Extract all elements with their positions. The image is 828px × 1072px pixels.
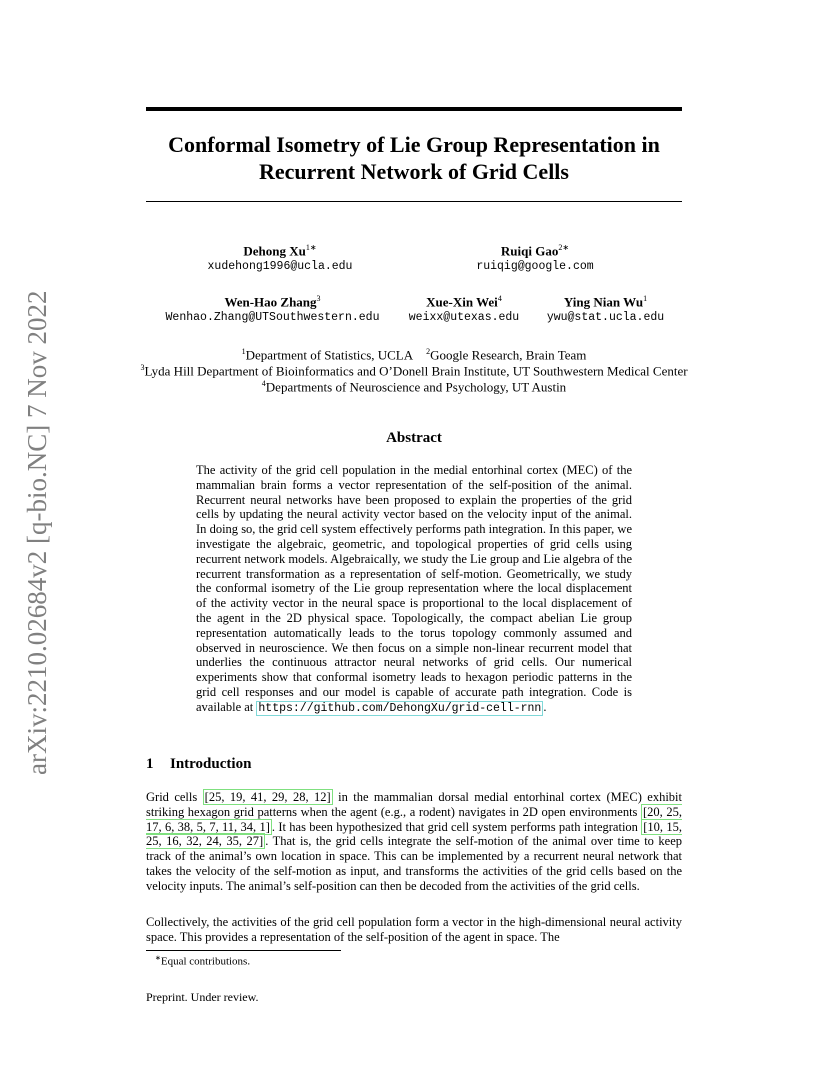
arxiv-identifier: arXiv:2210.02684v2 [q-bio.NC] 7 Nov 2022 [22, 290, 52, 775]
intro-paragraph: Collectively, the activities of the grid cell population form a vector in the high-dimensional neural activity space. This provides a representation of the self-position of the agent in space. The [146, 915, 682, 944]
author-block: Dehong $Xu^{1∗}$ xudehong1996@ucla.edu [200, 240, 360, 275]
author-block: Xue-Xin Wei$^4$ weixx@utexas.edu [400, 291, 528, 326]
citation-link[interactable]: [20, 25, 17, 6, 38, 5, 7, 11, 34, 1] [146, 804, 682, 834]
abstract-body: The activity of the grid cell population in the medial entorhinal cortex (MEC) of the mammalian brain forms a vector representation of the self-position of the animal. Recurrent neural networks have been proposed to explain the properties of the grid cells by updating the neural activity vector based on the velocity input of the animal. In doing so, the grid cell system effectively performs path integration. In this paper, we investigate the algebraic, geometric, and topological properties of grid cells using recurrent network models. Algebraically, we study the Lie group and Lie algebra of the recurrent transformation as a representation of self-motion. Geometrically, we study the conformal isometry of the Lie group representation where the local displacement of the activity vector in the neural space is proportional to the local displacement of the agent in the 2D physical space. Topologically, the compact abelian Lie group representation automatically leads to the torus topology commonly assumed and observed in neuroscience. We then focus on a simple non-linear recurrent model that underlies the continuous attractor neural networks of grid cells. Our numerical experiments show that conformal isometry leads to hexagon periodic patterns in the grid cell responses and our model is capable of accurate path integration. Code is available at https://github.com/DehongXu/grid-cell-rnn . [196, 463, 632, 715]
author-email: Wenhao.Zhang@UTSouthwestern.edu [165, 311, 380, 325]
author-name: Xue-Xin Wei [426, 294, 498, 310]
title-rule-bottom [146, 201, 682, 202]
affiliation-line: $^3$Lyda Hill Department of Bioinformatics and O’Donell Brain Institute, UT Southwestern Medical Center [140, 363, 688, 379]
paper-title: Conformal Isometry of Lie Group Representation in Recurrent Network of Grid Cells [168, 132, 660, 184]
author-name: Dehong Xu [243, 243, 306, 259]
author-block: Ruiqi Gao$^{2∗}$ ruiqig@google.com [450, 240, 620, 275]
code-link[interactable]: https://github.com/DehongXu/grid-cell-rnn [258, 701, 542, 715]
author-email: weixx@utexas.edu [408, 311, 520, 325]
affiliation-line: $^1$Department of Statistics, UCLA $^2$Google Research, Brain Team [241, 347, 587, 363]
affiliation-line: $^4$Departments of Neuroscience and Psychology, UT Austin [261, 379, 567, 395]
footnote: ∗Equal contributions. [155, 954, 251, 968]
author-name: Wen-Hao Zhang [224, 294, 317, 310]
citation-link[interactable]: [10, 15, 25, 16, 32, 24, 35, 27] [146, 819, 683, 849]
author-email: ywu@stat.ucla.edu [546, 311, 665, 325]
citation-link[interactable]: [25, 19, 41, 29, 28, 12] [204, 790, 331, 804]
author-name: Ying Nian Wu [563, 294, 644, 310]
section-heading: 1 Introduction [146, 756, 252, 772]
author-block: Wen-Hao Zhang$^3$ Wenhao.Zhang@UTSouthwestern.edu [155, 291, 390, 326]
author-name: Ruiqi Gao [500, 243, 559, 259]
author-email: ruiqig@google.com [476, 260, 594, 274]
title-rule-top [146, 107, 682, 111]
author-block: Ying Nian Wu$^1$ ywu@stat.ucla.edu [538, 291, 673, 326]
author-email: xudehong1996@ucla.edu [207, 260, 353, 274]
arxiv-sidebar [22, 265, 62, 775]
abstract-heading: Abstract [386, 430, 442, 446]
intro-paragraph: Grid cells [25, 19, 41, 29, 28, 12] in the mammalian dorsal medial entorhinal cortex (MEC) exhibit striking hexagon grid patterns when the agent (e.g., a rodent) navigates in 2D open environments [20, 25, 17, 6, 38, 5, 7, 11, 34, 1] . It has been hypothesized that grid cell system performs path integration [10, 15, 25, 16, 32, 24, 35, 27] . That is, the grid cells integrate the self-motion of the animal over time to keep track of the animal’s own location in space. This can be implemented by a recurrent neural network that takes the velocity of the self-motion as input, and transforms the activities of the grid cells based on the velocity inputs. The animal’s self-position can then be decoded from the activities of the grid cells. [146, 790, 683, 893]
preprint-notice: Preprint. Under review. [146, 990, 259, 1004]
footnote-rule [146, 950, 341, 951]
